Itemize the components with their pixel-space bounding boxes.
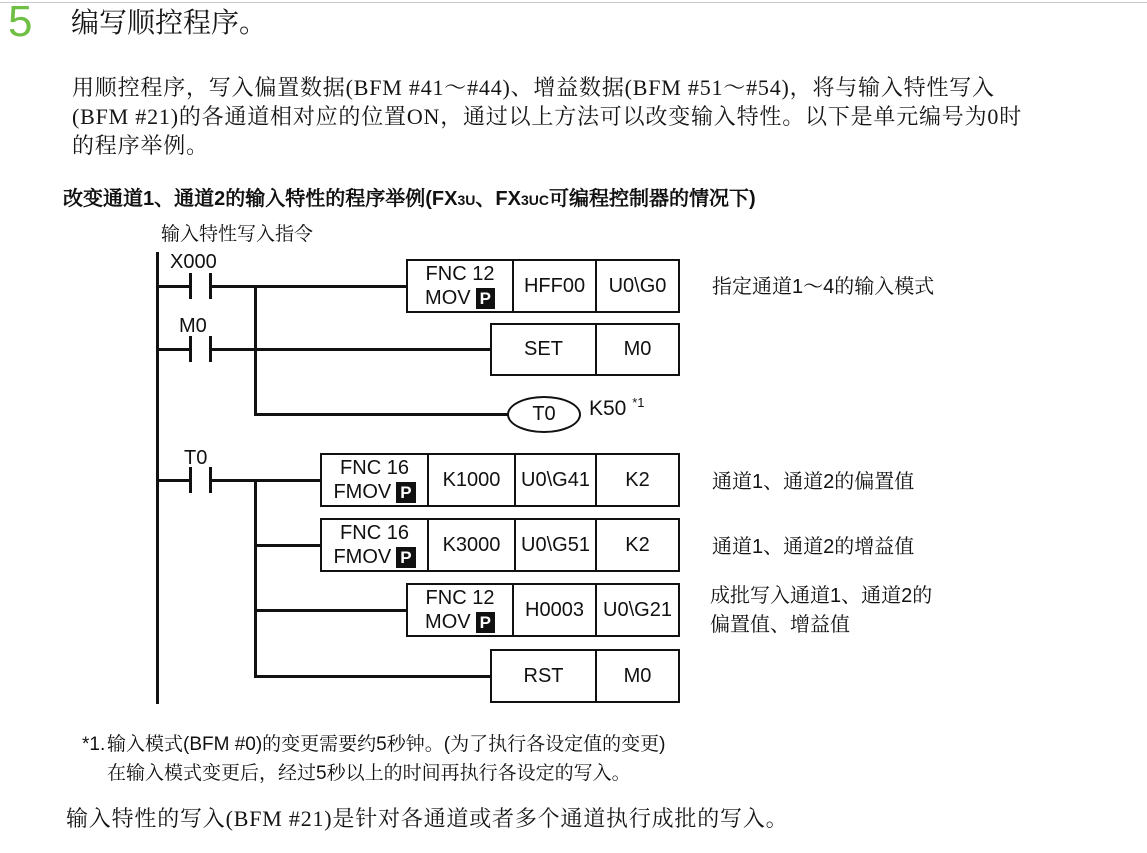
page-top-rule [0, 2, 1147, 3]
fnc-number: FNC 16 [340, 522, 409, 544]
instruction-box-fmov-gain [320, 518, 680, 572]
instruction-cell: SET [524, 338, 563, 360]
branch-wire-upper [254, 285, 257, 416]
rung-comment-line: 成批写入通道1、通道2的 [710, 585, 933, 607]
footnote-line: 在输入模式变更后，经过5秒以上的时间再执行各设定的写入。 [107, 763, 631, 784]
operand-cell: H0003 [512, 585, 595, 635]
rung-wire-4 [255, 544, 320, 547]
fnc-number: FNC 16 [340, 457, 409, 479]
timer-preset-value [589, 395, 645, 421]
example-title-text: 改变通道1、通道2的输入特性的程序举例(FX [63, 188, 458, 210]
operand-cell: K2 [595, 520, 678, 570]
instruction-box-rst-m0 [490, 649, 680, 703]
pulse-p-badge: P [476, 612, 495, 633]
ladder-caption: 输入特性写入指令 [161, 224, 314, 245]
timer-preset-text: K50 [589, 397, 627, 420]
ladder-left-rail [156, 252, 159, 704]
mnemonic: MOV [425, 611, 471, 633]
intro-paragraph-line: 的程序举例。 [72, 133, 209, 158]
no-contact-symbol-m0 [189, 336, 212, 362]
fx3u-subscript: 3U [457, 192, 476, 208]
operand-cell: U0\G51 [514, 520, 595, 570]
rung-wire-timer [255, 413, 513, 416]
instruction-cell [322, 520, 427, 570]
operand-cell: HFF00 [512, 261, 595, 311]
contact-label-t0: T0 [184, 447, 208, 469]
footnote-marker: *1. [82, 734, 106, 755]
closing-paragraph: 输入特性的写入(BFM #21)是针对各通道或者多个通道执行成批的写入。 [66, 806, 789, 831]
fnc-number: FNC 12 [425, 587, 495, 609]
instruction-box-mov-batch-write [406, 583, 680, 637]
operand-cell: K3000 [427, 520, 514, 570]
timer-coil-symbol [507, 396, 581, 433]
contact-label-x000: X000 [170, 251, 217, 273]
rung-wire-5 [255, 609, 406, 612]
branch-wire-lower [254, 479, 257, 678]
pulse-p-badge: P [476, 288, 495, 309]
mnemonic: FMOV [333, 546, 392, 568]
instruction-box-fmov-offset [320, 453, 680, 507]
instruction-cell [322, 455, 427, 505]
operand-cell: U0\G41 [514, 455, 595, 505]
example-title-text: 可编程控制器的情况下) [548, 188, 756, 210]
pulse-p-badge: P [396, 547, 415, 568]
rung-wire-6 [255, 675, 490, 678]
operand-cell: U0\G21 [595, 585, 678, 635]
fnc-number: FNC 12 [425, 263, 495, 285]
instruction-box-set-m0 [490, 323, 680, 376]
operand-cell: M0 [595, 325, 678, 374]
mnemonic: MOV [425, 287, 471, 309]
example-title [63, 182, 756, 211]
instruction-cell: RST [523, 664, 564, 687]
rung-comment: 通道1、通道2的增益值 [712, 536, 915, 558]
no-contact-symbol-t0 [189, 467, 212, 493]
instruction-box-mov-input-mode [406, 259, 680, 313]
footnote-line: 输入模式(BFM #0)的变更需要约5秒钟。(为了执行各设定值的变更) [107, 734, 666, 755]
intro-paragraph-line: 用顺控程序，写入偏置数据(BFM #41～#44)、增益数据(BFM #51～#54)，将与输入特性写入 [72, 75, 995, 100]
intro-paragraph-line: (BFM #21)的各通道相对应的位置ON，通过以上方法可以改变输入特性。以下是单元编号为0时 [72, 104, 1023, 129]
step-number: 5 [8, 0, 33, 46]
operand-cell: K1000 [427, 455, 514, 505]
operand-cell: M0 [595, 651, 678, 701]
fx3uc-subscript: 3UC [520, 192, 549, 208]
example-title-text: 、FX [475, 188, 521, 210]
instruction-cell [408, 585, 512, 635]
contact-label-m0: M0 [179, 315, 207, 337]
no-contact-symbol-x000 [189, 273, 212, 299]
page-heading: 编写顺控程序。 [71, 7, 268, 38]
rung-comment: 指定通道1～4的输入模式 [712, 276, 935, 298]
pulse-p-badge: P [396, 482, 415, 503]
rung-wire-3 [157, 479, 320, 482]
operand-cell: K2 [595, 455, 678, 505]
rung-comment-line: 偏置值、增益值 [710, 614, 850, 636]
rung-comment: 通道1、通道2的偏置值 [712, 471, 915, 493]
mnemonic: FMOV [333, 481, 392, 503]
instruction-cell [408, 261, 512, 311]
footnote-reference: *1 [632, 395, 645, 410]
timer-coil-label: T0 [532, 403, 556, 425]
operand-cell: U0\G0 [595, 261, 678, 311]
